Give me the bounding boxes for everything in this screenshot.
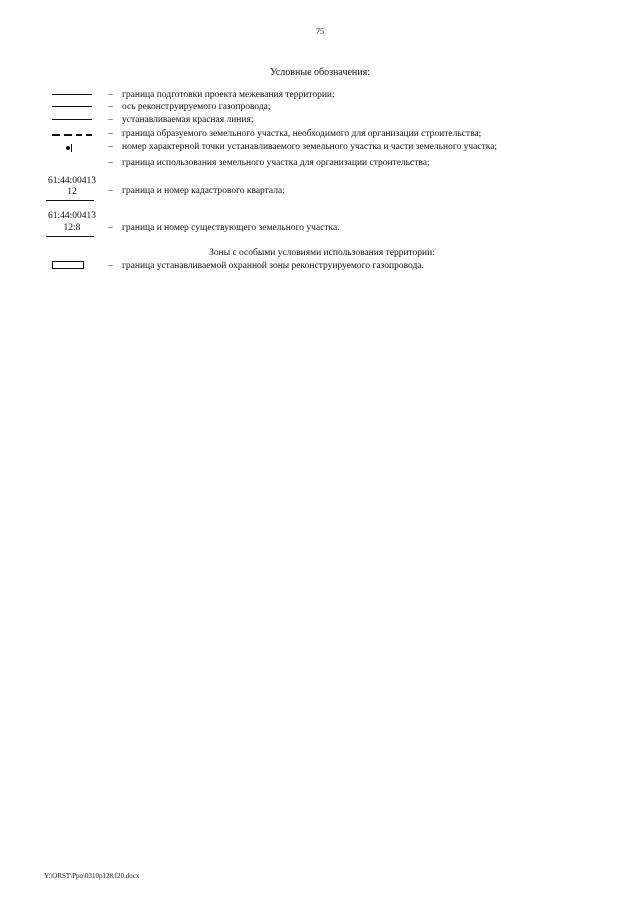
legend-text: граница подготовки проекта межевания территории;: [122, 90, 335, 100]
point-dot-symbol: [66, 146, 70, 150]
legend-row-protection-zone: [0, 261, 640, 275]
dash: –: [108, 102, 113, 112]
dash: –: [108, 223, 113, 233]
dash: –: [108, 129, 113, 139]
legend-text: граница использования земельного участка для организации строительства;: [122, 158, 430, 168]
gas-pipeline-axis-line-symbol: [52, 106, 92, 107]
legend-row-cadastral-quarter: [0, 186, 640, 200]
point-tick-symbol: [71, 144, 72, 152]
cadastral-quarter-code-bottom: 12: [67, 187, 77, 197]
legend-row-gas-pipeline-axis: [0, 102, 640, 116]
protection-zone-rect-symbol: [52, 261, 84, 269]
dash: –: [108, 186, 113, 196]
existing-plot-code-top: 61:44:00413: [47, 211, 97, 221]
legend-text: номер характерной точки устанавливаемого земельного участка и части земельного участка;: [122, 142, 498, 152]
footer-file-path: Y:\ORST\Ppo\0310p128.f20.docx: [44, 872, 140, 880]
legend-row-red-line: [0, 115, 640, 129]
legend-text: граница устанавливаемой охранной зоны реконструируемого газопровода.: [122, 261, 424, 271]
legend-text: граница и номер существующего земельного участка.: [122, 223, 340, 233]
legend-row-point-number: [0, 142, 640, 156]
legend-row-construction-use-boundary: [0, 158, 640, 172]
dash: –: [108, 115, 113, 125]
dash: –: [108, 158, 113, 168]
legend-title: [0, 67, 640, 78]
legend-title-text: Условные обозначения:: [269, 67, 370, 78]
legend-text: устанавливаемая красная линия;: [122, 115, 254, 125]
zones-title: Зоны с особыми условиями использования территории:: [209, 248, 435, 258]
legend-text: граница и номер кадастрового квартала;: [122, 186, 285, 196]
dash: –: [108, 261, 113, 271]
legend-text: ось реконструируемого газопровода;: [122, 102, 271, 112]
legend-row-existing-plot: [0, 223, 640, 237]
page-number: 75: [316, 27, 324, 36]
legend-row-formed-plot-boundary: [0, 129, 640, 143]
cadastral-quarter-code-top: 61:44:00413: [47, 176, 97, 186]
legend-text: граница образуемого земельного участка, необходимого для организации строительства;: [122, 129, 482, 139]
dash: –: [108, 142, 113, 152]
existing-plot-code-bottom: 12:8: [63, 223, 81, 233]
project-boundary-line-symbol: [52, 94, 92, 95]
dash: –: [108, 90, 113, 100]
cadastral-quarter-line-symbol: [46, 200, 94, 201]
red-line-symbol: [52, 119, 92, 120]
